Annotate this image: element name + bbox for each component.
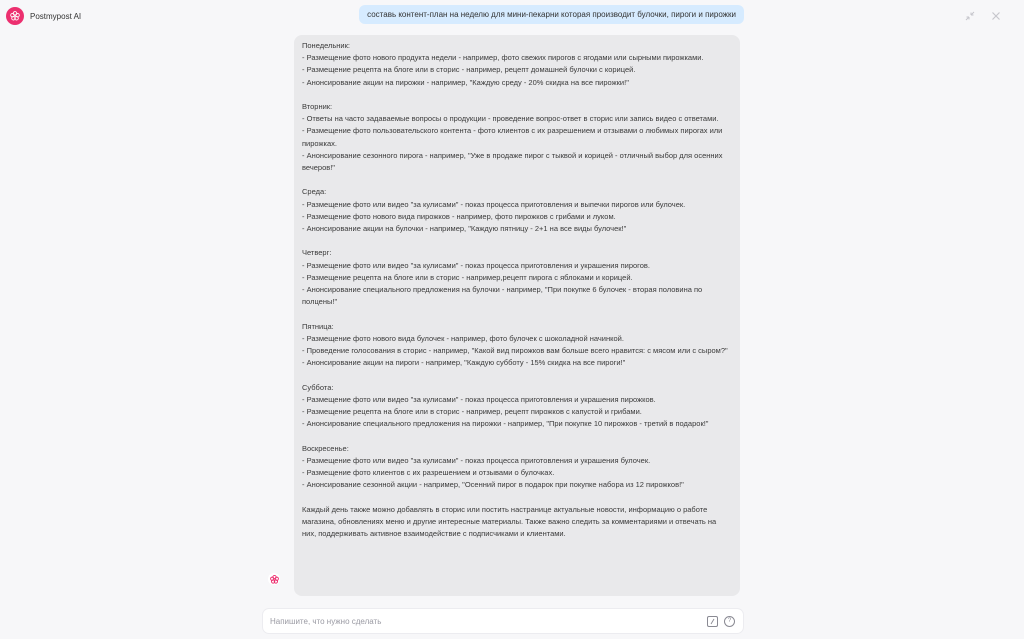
ai-message-line: - Размещение рецепта на блоге или в сторис - например, рецепт домашней булочки с корицей. — [302, 65, 636, 75]
ai-message-line: Воскресенье: — [302, 443, 349, 453]
ai-message-line: Среда: — [302, 187, 327, 197]
window-controls — [964, 11, 1002, 23]
collapse-arrows-icon[interactable] — [964, 11, 976, 23]
ai-message-line: Четверг: — [302, 248, 332, 258]
ai-message-line: - Размещение фото нового продукта недели - например, фото свежих пирогов с ягодами или сырными пирожками. — [302, 53, 704, 63]
ai-avatar-icon — [268, 573, 280, 585]
ai-message-line — [302, 235, 732, 247]
ai-message-line — [302, 430, 732, 442]
ai-message-line: Понедельник: — [302, 41, 350, 50]
ai-message-line: - Размещение рецепта на блоге или в сторис - например, рецепт пирожков с капустой и грибами. — [302, 407, 642, 417]
ai-message-line: - Анонсирование акции на пироги - например, "Каждую субботу - 15% скидка на все пироги!" — [302, 358, 626, 368]
ai-message-line: - Размещение фото пользовательского контента - фото клиентов с их разрешением и отзывами о любимых пирогах или пирожках. — [302, 126, 723, 148]
ai-message-line: - Проведение голосования в сторис - например, "Какой вид пирожков вам больше всего нравится: с мясом или с сыром?" — [302, 346, 728, 356]
app-name: Postmypost AI — [30, 11, 82, 21]
ai-message-line: Пятница: — [302, 321, 334, 331]
ai-message-line: - Размещение рецепта на блоге или в сторис - например,рецепт пирога с яблоками и корицей. — [302, 272, 633, 282]
ai-message-line: - Размещение фото или видео "за кулисами" - показ процесса приготовления и украшения пирожков. — [302, 394, 656, 404]
ai-message-line: - Анонсирование специального предложения на пирожки - например, "При покупке 10 пирожков - третий в подарок!" — [302, 419, 709, 429]
ai-message-line: Вторник: — [302, 102, 333, 111]
ai-message-line: - Размещение фото или видео "за кулисами" - показ процесса приготовления и украшения булочек. — [302, 455, 651, 465]
ai-message-line: - Размещение фото клиентов с их разрешением и отзывами о булочках. — [302, 468, 555, 478]
ai-message-line — [302, 369, 732, 381]
brand — [6, 7, 81, 25]
ai-message-line: - Анонсирование сезонного пирога - например, "Уже в продаже пирог с тыквой и корицей - отличный выбор для осенних вечеров!" — [302, 150, 723, 173]
ai-message-line: - Анонсирование сезонной акции - например, "Осенний пирог в подарок при покупке набора из 12 пирожков!" — [302, 480, 684, 490]
ai-message-line: - Анонсирование специального предложения на булочки - например, "При покупке 6 булочек - вторая половина по полцены!" — [302, 285, 703, 307]
ai-message-bubble — [294, 35, 740, 596]
ai-message-line: - Размещение фото или видео "за кулисами" - показ процесса приготовления и украшения пирогов. — [302, 260, 650, 270]
flower-logo-icon — [6, 7, 24, 25]
ai-message-line — [302, 491, 732, 503]
message-composer — [263, 609, 743, 633]
message-input[interactable] — [268, 616, 707, 627]
ai-message-line: - Анонсирование акции на пирожки - например, "Каждую среду - 20% скидка на все пирожки!" — [302, 77, 629, 87]
prompt-library-icon[interactable] — [707, 616, 718, 627]
ai-message-line: - Ответы на часто задаваемые вопросы о продукции - проведение вопрос-ответ в сторис или запись видео с ответами. — [302, 114, 719, 124]
ai-message-line: Суббота: — [302, 382, 334, 392]
ai-message-line — [302, 308, 732, 320]
ai-message-line: - Анонсирование акции на булочки - например, "Каждую пятницу - 2+1 на все виды булочек!" — [302, 224, 627, 234]
ai-message-line — [302, 174, 732, 186]
ai-message-line: - Размещение фото нового вида пирожков - например, фото пирожков с грибами и луком. — [302, 211, 616, 221]
user-message-bubble: составь контент-план на неделю для мини-пекарни которая производит булочки, пироги и пирожки — [359, 5, 744, 24]
close-icon[interactable] — [990, 11, 1002, 23]
ai-message-line: Каждый день также можно добавлять в сторис или постить настранице актуальные новости, информацию о работе магазина, обновлениях меню и другие интересные материалы. Также важно следить за комментариями и отвечать на них, поддерживать активное взаимодействие с подписчиками и клиентами. — [302, 504, 717, 539]
ai-message-line: - Размещение фото или видео "за кулисами" - показ процесса приготовления и выпечки пирогов или булочек. — [302, 199, 686, 209]
ai-message-line — [302, 89, 732, 101]
ai-message-line: - Размещение фото нового вида булочек - например, фото булочек с шоколадной начинкой. — [302, 333, 624, 343]
help-question-icon[interactable]: ? — [724, 616, 735, 627]
